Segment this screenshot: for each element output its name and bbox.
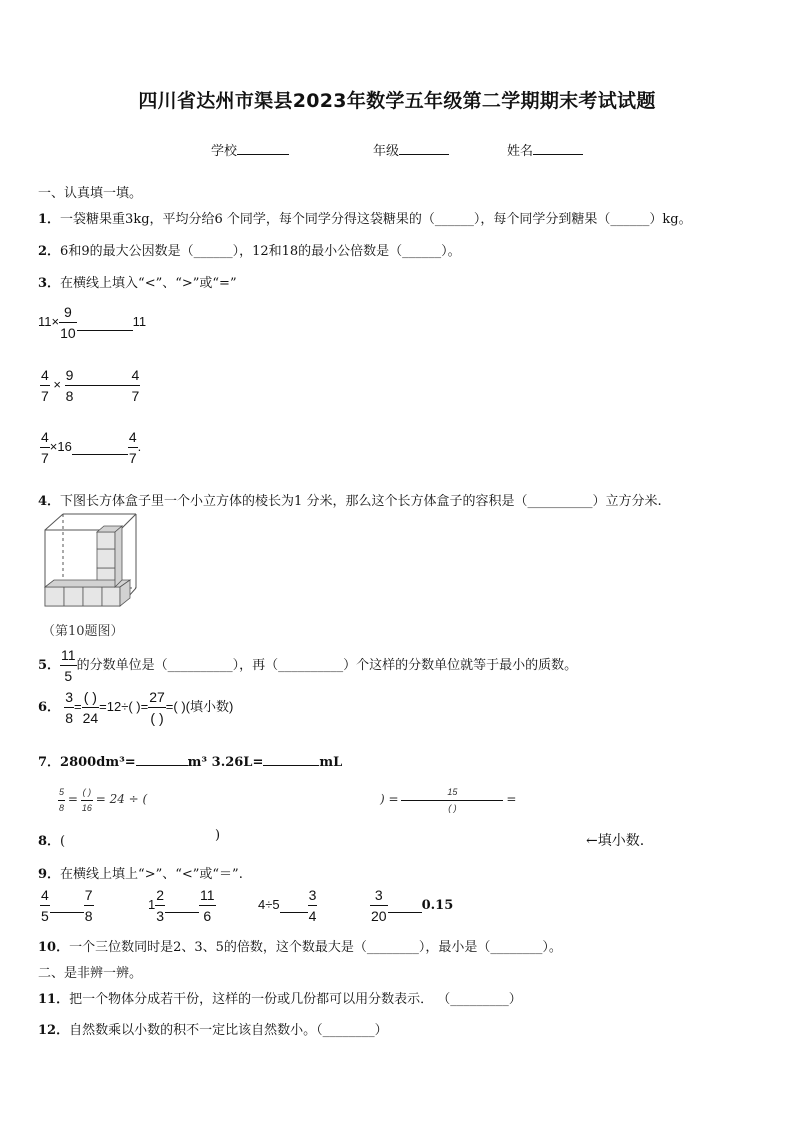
question-12: 12．自然数乘以小数的积不一定比该自然数小。（________） <box>38 1023 388 1038</box>
question-4: 4．下图长方体盒子里一个小立方体的棱长为1 分米，那么这个长方体盒子的容积是（__________）立方分米. <box>38 494 662 509</box>
grade-field: 年级 <box>373 140 449 159</box>
page-title: 四川省达州市渠县2023年数学五年级第二学期期末考试试题 <box>138 90 656 112</box>
question-9: 9．在横线上填上“>”、“<”或“＝”. <box>38 867 243 882</box>
q9-item-1: $\frac{4}{5}$ $\frac{7}{8}$ <box>41 887 93 924</box>
q9-item-2: 1 $\frac{2}{3}$ $\frac{11}{6}$ <box>148 887 215 924</box>
question-1: 1．一袋糖果重3kg，平均分给6 个同学，每个同学分得这袋糖果的（______），每个同学分到糖果（______）kg。 <box>38 212 692 227</box>
name-field: 姓名 <box>507 140 583 159</box>
q9-item-3: 4÷5 $\frac{3}{4}$ <box>258 887 317 924</box>
cuboid-figure <box>42 510 142 610</box>
question-5: 5． $\frac{11}{5}$ 的分数单位是（__________），再（__________）个这样的分数单位就等于最小的质数。 <box>38 647 578 684</box>
question-8: 8．( <box>38 834 66 849</box>
q3-row-3: $\frac{4}{7}$ ×16 $\frac{4}{7}$ . <box>41 429 142 466</box>
question-3: 3．在横线上填入“<”、“>”或“=” <box>38 276 237 291</box>
q8-tail: ←填小数. <box>586 833 645 849</box>
question-6: 6． $\frac{3}{8}$ = $\frac{( )}{24}$ =12÷( )= $\frac{27}{( )}$ =( )(填小数) <box>38 689 234 726</box>
figure-caption: （第10题图） <box>42 624 124 639</box>
q8-equation: $\frac{5}{8}$ = $\frac{( )}{16}$ = 24 ÷ ( <box>59 787 148 813</box>
section-2-heading: 二、是非辨一辨。 <box>38 966 143 981</box>
q8-right-paren: ) <box>215 828 221 843</box>
q8-equation-right: ) = $\frac{15}{( )}$ = <box>380 787 517 813</box>
section-1-heading: 一、认真填一填。 <box>38 186 143 201</box>
q3-row-1: 11× $\frac{9}{10}$ 11 <box>38 304 147 341</box>
question-11: 11．把一个物体分成若干份，这样的一份或几份都可以用分数表示． （_________） <box>38 992 522 1007</box>
q9-item-4: $\frac{3}{20}$ 0.15 <box>371 887 454 924</box>
question-10: 10．一个三位数同时是2、3、5的倍数，这个数最大是（________），最小是（________）。 <box>38 940 562 955</box>
school-field: 学校 <box>211 140 289 159</box>
question-2: 2．6和9的最大公因数是（______），12和18的最小公倍数是（______）。 <box>38 244 461 259</box>
question-7: 7．2800dm³= m³ 3.26L= mL <box>38 751 342 770</box>
q3-row-2: $\frac{4}{7}$ × $\frac{9}{8}$ $\frac{4}{7}$ <box>41 367 140 404</box>
